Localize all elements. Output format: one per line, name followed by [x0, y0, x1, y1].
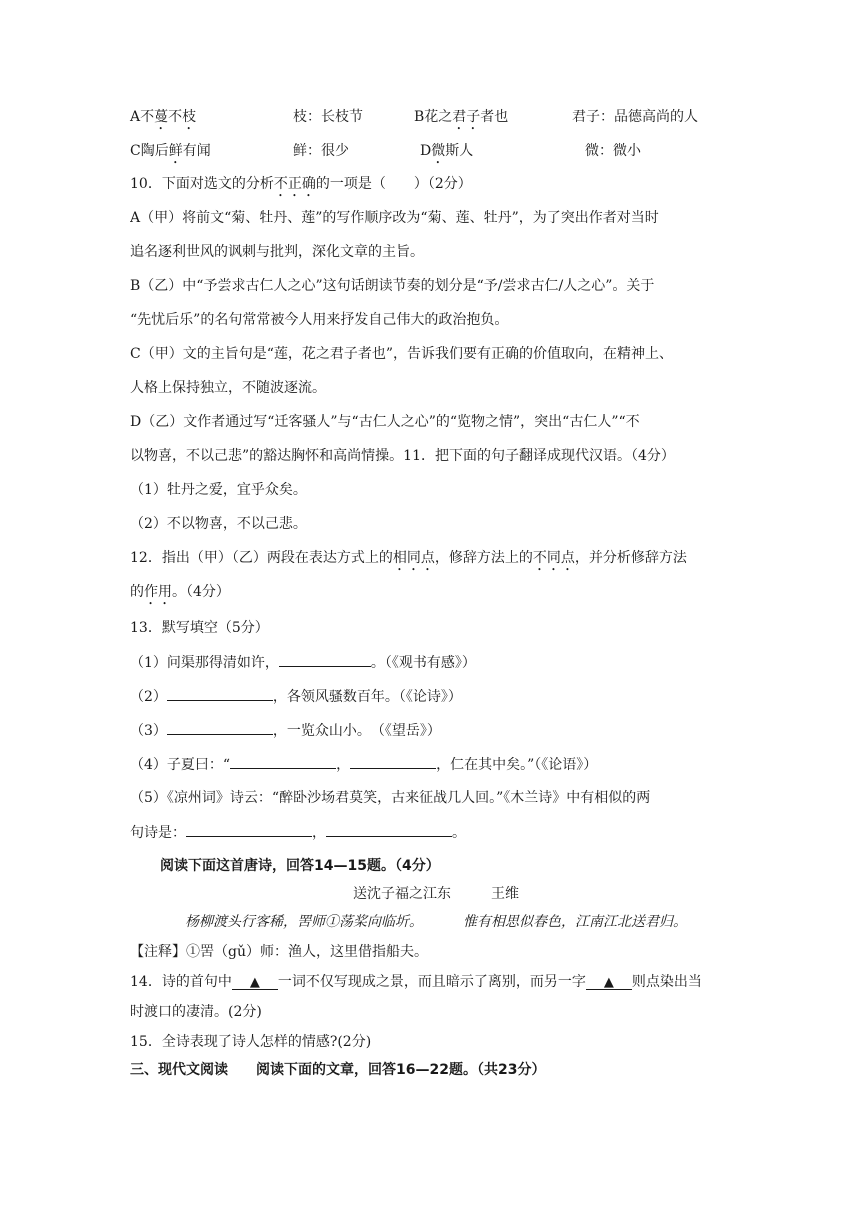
- q9-option-a-word: A不蔓不枝: [130, 109, 197, 125]
- answer-blank[interactable]: [167, 686, 273, 701]
- q13-title: 13．默写填空（5分）: [130, 620, 269, 636]
- q12-line2: 的作用。（4分）: [130, 584, 230, 600]
- q9-option-c-word: C陶后鲜有闻: [130, 143, 211, 159]
- answer-blank[interactable]: [326, 822, 452, 837]
- q11-sentence-2: （2）不以物喜，不以己悲。: [130, 516, 307, 532]
- answer-blank[interactable]: [279, 652, 371, 667]
- q10-option-c-line2: 人格上保持独立，不随波逐流。: [130, 380, 326, 396]
- q13-item-2: （2） ，各领风骚数百年。（《论诗》）: [130, 686, 742, 707]
- poem-line-1: 杨柳渡头行客稀，罟师①荡桨向临圻。: [185, 914, 423, 930]
- q10-option-a-line2: 追名逐利世风的讽刺与批判，深化文章的主旨。: [130, 244, 424, 260]
- q13-item-3: （3） ，一览众山小。 （《望岳》）: [130, 720, 742, 741]
- q13-item-5-line1: （5）《凉州词》诗云：“醉卧沙场君莫笑，古来征战几人回。”《木兰诗》中有相似的两: [130, 790, 651, 806]
- q9-option-a-gloss: 枝：长枝节: [293, 109, 363, 125]
- poem-line-2: 惟有相思似春色，江南江北送君归。: [463, 914, 687, 930]
- answer-blank-marker[interactable]: ▲: [586, 973, 632, 990]
- poem-note: 【注释】①罟（gǔ）师：渔人，这里借指船夫。: [130, 944, 428, 960]
- poem-section-intro: 阅读下面这首唐诗，回答14—15题。（4分）: [160, 858, 440, 874]
- section-3-heading: 三、现代文阅读 阅读下面的文章，回答16—22题。（共23分）: [130, 1062, 546, 1078]
- q10-option-c-line1: C（甲）文的主旨句是“莲，花之君子者也”，告诉我们要有正确的价值取向，在精神上、: [130, 346, 674, 362]
- answer-blank[interactable]: [230, 754, 336, 769]
- q15-question: 15．全诗表现了诗人怎样的情感?(2分): [130, 1034, 372, 1050]
- q13-item-4: （4）子夏曰：“ ， ，仁在其中矣。”（《论语》）: [130, 754, 742, 775]
- q9-option-b-gloss: 君子：品德高尚的人: [572, 109, 698, 125]
- q10-option-b-line1: B（乙）中“予尝求古仁人之心”这句话朗读节奏的划分是“予/尝求古仁/人之心”。关于: [130, 278, 655, 294]
- poem-author: 王维: [491, 886, 519, 902]
- q14-line2: 时渡口的凄清。(2分): [130, 1004, 262, 1020]
- answer-blank[interactable]: [350, 754, 436, 769]
- poem-lines: [130, 912, 742, 932]
- answer-blank[interactable]: [167, 720, 273, 735]
- q10-option-a-line1: A（甲）将前文“菊、牡丹、莲”的写作顺序改为“菊、莲、牡丹”，为了突出作者对当时: [130, 210, 659, 226]
- q12-line1: 12．指出（甲）（乙）两段在表达方式上的相同点，修辞方法上的不同点，并分析修辞方法: [130, 550, 687, 566]
- q10-option-d-line2: 以物喜，不以己悲”的豁达胸怀和高尚情操。11．把下面的句子翻译成现代汉语。（4分）: [130, 448, 675, 464]
- q11-sentence-1: （1）牡丹之爱，宜乎众矣。: [130, 482, 307, 498]
- q13-item-5-line2: 句诗是： ， 。: [130, 822, 742, 843]
- q10-stem: 10．下面对选文的分析不正确的一项是（ ）（2分）: [130, 176, 472, 192]
- q9-option-d-gloss: 微：微小: [585, 143, 641, 159]
- answer-blank-marker[interactable]: ▲: [232, 973, 278, 990]
- q9-option-c-gloss: 鲜：很少: [293, 143, 349, 159]
- q13-item-1: （1）问渠那得清如许， 。（《观书有感》）: [130, 652, 742, 673]
- q9-option-d-word: D微斯人: [420, 143, 474, 159]
- q10-option-b-line2: “先忧后乐”的名句常常被今人用来抒发自己伟大的政治抱负。: [130, 312, 509, 328]
- q9-option-b-word: B花之君子者也: [414, 109, 509, 125]
- poem-heading: [130, 884, 742, 904]
- q10-option-d-line1: D（乙）文作者通过写“迁客骚人”与“古仁人之心”的“览物之情”，突出“古仁人”“不: [130, 414, 640, 430]
- q14-line1: 14．诗的首句中 ▲ 一词不仅写现成之景，而且暗示了离别，而另一字 ▲ 则点染出当: [130, 974, 702, 990]
- answer-blank[interactable]: [186, 822, 312, 837]
- poem-title: 送沈子福之江东: [353, 886, 451, 902]
